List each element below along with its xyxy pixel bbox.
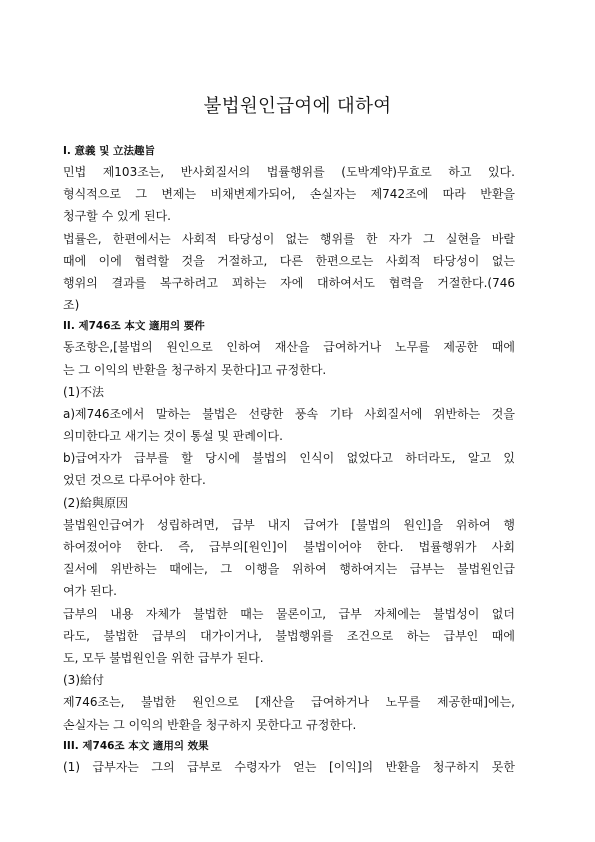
paragraph-line: b)급여자가 급부를 할 당시에 불법의 인식이 없었다고 하더라도, 알고 있 [63,451,515,466]
document-body [63,141,515,778]
paragraph-line: 동조항은,[불법의 원인으로 인하여 재산을 급여하거나 노무를 제공한 때에 [63,340,515,355]
paragraph-line: 도, 모두 불법원인을 위한 급부가 된다. [63,650,264,665]
paragraph-line: 었던 것으로 다루어야 한다. [63,473,206,488]
paragraph-line: 손실자는 그 이익의 반환을 청구하지 못한다고 규정한다. [63,717,357,732]
paragraph-line: 법률은, 한편에서는 사회적 타당성이 없는 행위를 한 자가 그 실현을 바랄 [63,231,515,246]
paragraph-line: (2)給與原因 [63,495,128,510]
paragraph-line: (3)給付 [63,673,104,688]
paragraph-line: 청구할 수 있게 된다. [63,209,171,224]
paragraph-line: (1) 급부자는 그의 급부로 수령자가 얻는 [이익]의 반환을 청구하지 못한 [63,759,515,774]
document-title: 불법원인급여에 대하여 [203,96,392,117]
paragraph-line: 형식적으로 그 변제는 비채변제가되어, 손실자는 제742조에 따라 반환을 [63,187,515,202]
paragraph-line: 때에 이에 협력할 것을 거절하고, 다른 한편으로는 사회적 타당성이 없는 [63,253,515,268]
paragraph-line: 불법원인급여가 성립하려면, 급부 내지 급여가 [불법의 원인]을 위하여 행 [63,517,515,532]
paragraph-line: a)제746조에서 말하는 불법은 선량한 풍속 기타 사회질서에 위반하는 것을 [63,406,515,421]
paragraph-line: 라도, 불법한 급부의 대가이거나, 불법행위를 조건으로 하는 급부인 때에 [63,628,515,643]
section-heading: II. 제746조 本文 適用의 要件 [63,320,205,333]
paragraph-line: 는 그 이익의 반환을 청구하지 못한다]고 규정한다. [63,362,327,377]
paragraph-line: 질서에 위반하는 때에는, 그 이행을 위하여 행하여지는 급부는 불법원인급 [63,562,515,577]
paragraph-line: 급부의 내용 자체가 불법한 때는 물론이고, 급부 자체에는 불법성이 없더 [63,606,515,621]
paragraph-line: 행위의 결과를 복구하려고 꾀하는 자에 대하여서도 협력을 거절한다.(746 [63,275,515,290]
paragraph-line: (1)不法 [63,384,104,399]
paragraph-line: 제746조는, 불법한 원인으로 [재산을 급여하거나 노무를 제공한때]에는, [63,695,515,710]
section-heading: III. 제746조 本文 適用의 效果 [63,739,209,752]
paragraph-line: 조) [63,298,80,313]
paragraph-line: 하여졌어야 한다. 즉, 급부의[원인]이 불법이어야 한다. 법률행위가 사회 [63,540,515,554]
section-heading: I. 意義 및 立法趣旨 [63,145,156,157]
paragraph-line: 민법 제103조는, 반사회질서의 법률행위를 (도박계약)무효로 하고 있다. [63,165,515,179]
paragraph-line: 의미한다고 새기는 것이 통설 및 판례이다. [63,429,283,444]
paragraph-line: 여가 된다. [63,584,117,599]
